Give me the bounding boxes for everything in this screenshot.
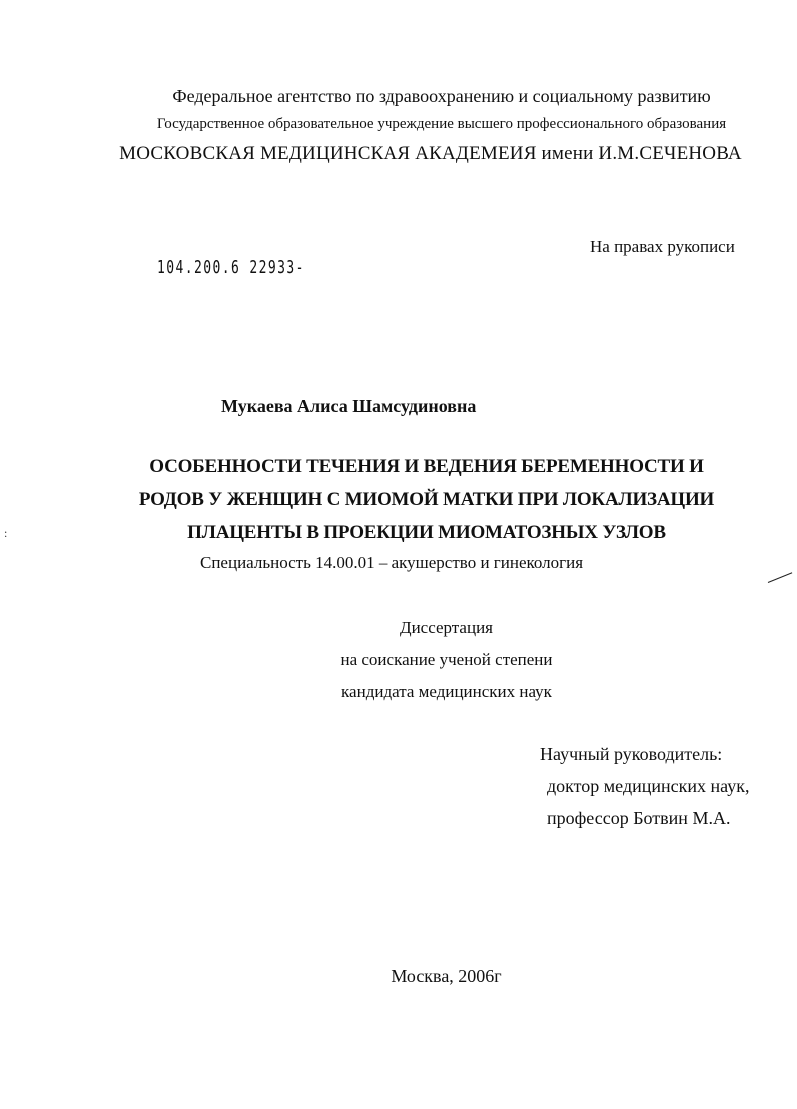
dissertation-label: Диссертация bbox=[399, 618, 493, 637]
supervisor-label: Научный руководитель: bbox=[540, 744, 723, 764]
registration-stamp: 104.200.6 22933- bbox=[157, 257, 305, 278]
title-line-1: ОСОБЕННОСТИ ТЕЧЕНИЯ И ВЕДЕНИЯ БЕРЕМЕННОСТИ И bbox=[149, 456, 704, 477]
supervisor-degree: доктор медицинских наук, bbox=[547, 776, 750, 796]
agency-line: Федеральное агентство по здравоохранению и социальному развитию bbox=[172, 86, 711, 106]
supervisor-name: профессор Ботвин М.А. bbox=[547, 808, 731, 828]
degree-purpose: на соискание ученой степени bbox=[340, 650, 553, 669]
academy-line: МОСКОВСКАЯ МЕДИЦИНСКАЯ АКАДЕМЕИЯ имени И.М.СЕЧЕНОВА bbox=[119, 143, 742, 164]
city-year: Москва, 2006г bbox=[391, 966, 502, 986]
title-line-3: ПЛАЦЕНТЫ В ПРОЕКЦИИ МИОМАТОЗНЫХ УЗЛОВ bbox=[187, 522, 666, 543]
margin-mark: : bbox=[4, 526, 8, 540]
specialty-line: Специальность 14.00.01 – акушерство и гинекология bbox=[200, 553, 584, 572]
author-name: Мукаева Алиса Шамсудиновна bbox=[221, 396, 477, 416]
manuscript-rights: На правах рукописи bbox=[590, 237, 735, 256]
scan-mark-line bbox=[768, 572, 792, 583]
degree-name: кандидата медицинских наук bbox=[341, 682, 552, 701]
institution-line: Государственное образовательное учреждение высшего профессионального образования bbox=[156, 116, 727, 132]
title-line-2: РОДОВ У ЖЕНЩИН С МИОМОЙ МАТКИ ПРИ ЛОКАЛИЗАЦИИ bbox=[138, 489, 715, 510]
